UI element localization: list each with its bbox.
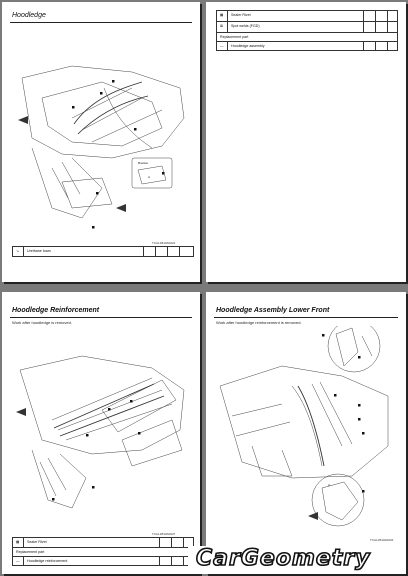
- replacement-row: — Hoodledge reinforcement: [13, 557, 193, 565]
- reinforcement-diagram: [12, 350, 192, 530]
- manual-page-hoodledge-assembly-lower-front: [206, 292, 406, 574]
- symbol-table: [12, 246, 194, 257]
- manual-page-legend: [206, 2, 406, 282]
- hoodledge-diagram: [12, 58, 192, 238]
- watermark-logo: CarGeometry: [196, 546, 371, 571]
- title-rule: [10, 317, 192, 318]
- sealer-icon: ▦: [220, 13, 224, 17]
- callout-bracket: Bracket: [138, 161, 149, 165]
- table-cell: Sealer Rivet: [231, 13, 251, 17]
- page-title: Hoodledge: [12, 12, 46, 19]
- nut-icon: ↘: [16, 249, 20, 253]
- lower-front-diagram: [212, 326, 402, 536]
- figure-id: TCAL1B10A0032: [370, 538, 394, 542]
- page-subtitle: Work after hoodledge is removed.: [12, 320, 72, 325]
- title-rule: [214, 317, 398, 318]
- table-cell: Spot welds (FGD): [231, 24, 260, 28]
- sealer-icon: ▦: [16, 540, 20, 544]
- page-title: Hoodledge Assembly Lower Front: [216, 307, 330, 314]
- replacement-header: Replacement part: [13, 548, 193, 557]
- replacement-row: — Hoodledge assembly: [217, 42, 397, 50]
- table-cell: Urethane foam: [27, 249, 51, 253]
- manual-page-hoodledge: [2, 2, 200, 282]
- title-rule: [10, 22, 192, 23]
- table-row: [217, 22, 397, 33]
- inset-letter: A: [148, 175, 151, 179]
- symbol-table: [12, 537, 194, 566]
- table-row: [13, 538, 193, 548]
- table-row: [217, 11, 397, 22]
- manual-page-hoodledge-reinforcement: [2, 292, 200, 574]
- figure-id: TCAL1B10A0022: [152, 241, 176, 245]
- table-cell: Sealer Rivet: [27, 540, 47, 544]
- table-row: [13, 247, 193, 256]
- page-subtitle: Work after hoodledge reinforcement is removed.: [216, 320, 302, 325]
- symbol-table: [216, 10, 398, 51]
- inset-letter: A: [328, 483, 331, 487]
- replacement-header: Replacement part: [217, 33, 397, 42]
- page-title: Hoodledge Reinforcement: [12, 307, 100, 314]
- figure-id: TCAL1B10A0027: [152, 532, 176, 536]
- weld-icon: ⊠: [220, 24, 224, 28]
